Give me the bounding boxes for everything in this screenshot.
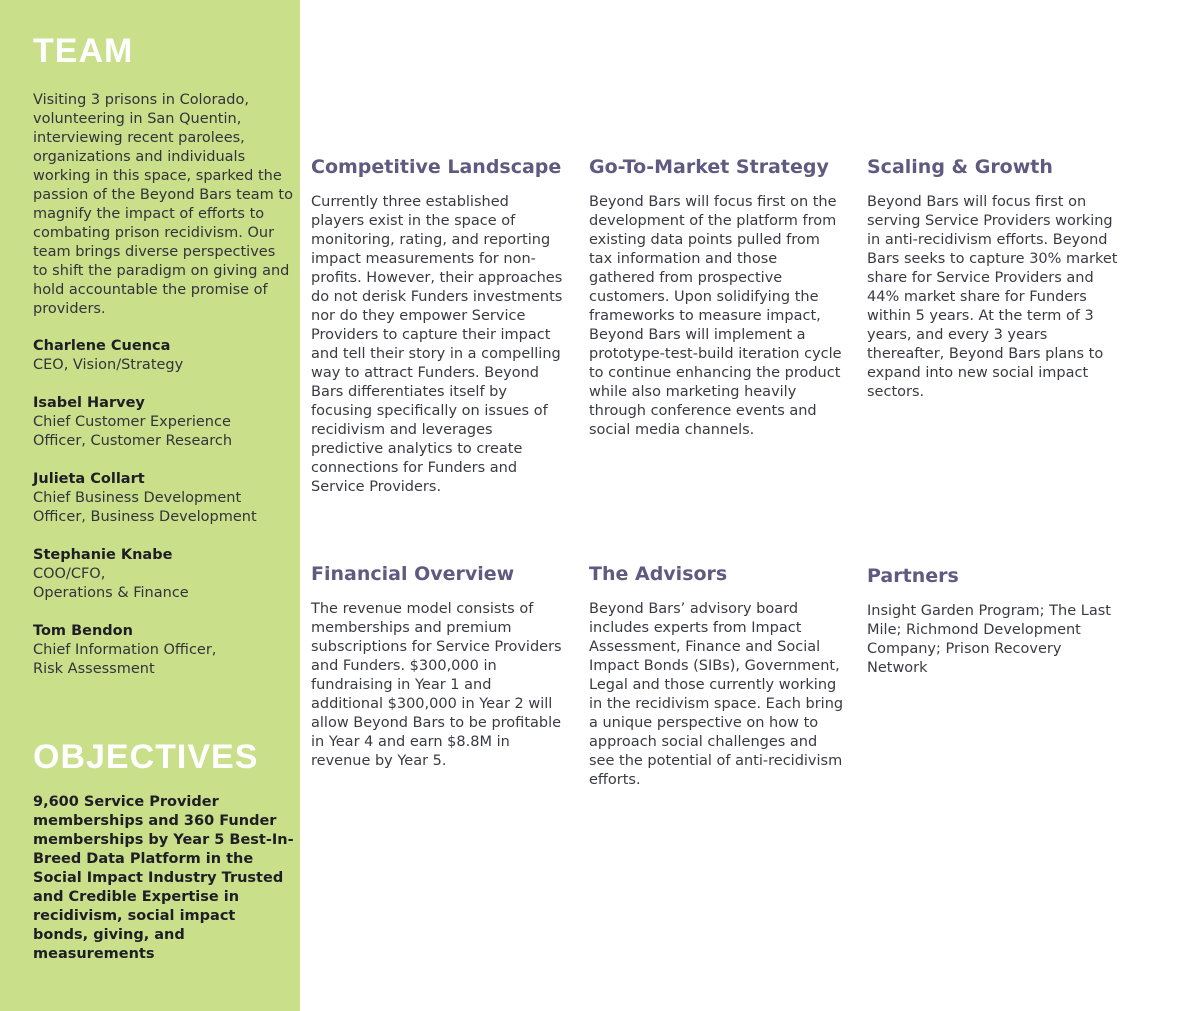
section-title: Go-To-Market Strategy xyxy=(589,156,829,178)
member-name: Isabel Harvey xyxy=(33,395,145,411)
team-member xyxy=(33,337,295,375)
section-body: Insight Garden Program; The Last Mile; Richmond Development Company; Prison Recovery Network xyxy=(867,603,1111,676)
team-intro: Visiting 3 prisons in Colorado, volunteering in San Quentin, interviewing recent parolees, organizations and individuals working in this space, sparked the passion of the Beyond Bars team to magnify the impact of efforts to combating prison recidivism. Our team brings diverse perspectives to shift the paradigm on giving and hold accountable the promise of providers. xyxy=(33,92,293,317)
section-title: Partners xyxy=(867,565,959,587)
team-heading: TEAM xyxy=(33,32,134,70)
section-financial-overview xyxy=(311,562,566,771)
section-title: The Advisors xyxy=(589,563,728,585)
objectives-heading: OBJECTIVES xyxy=(33,738,259,776)
member-role: Chief Business Development Officer, Business Development xyxy=(33,490,257,525)
team-member xyxy=(33,394,295,451)
section-title: Competitive Landscape xyxy=(311,156,562,178)
member-role: CEO, Vision/Strategy xyxy=(33,357,184,373)
team-member xyxy=(33,546,295,603)
objectives-text: 9,600 Service Provider memberships and 360 Funder memberships by Year 5 Best-In-Breed Data Platform in the Social Impact Industry Trusted and Credible Expertise in recidivism, social impact bonds, giving, and measurements xyxy=(33,794,294,962)
section-title: Scaling & Growth xyxy=(867,156,1053,178)
member-role: Chief Information Officer, Risk Assessment xyxy=(33,642,217,677)
member-role: COO/CFO, Operations & Finance xyxy=(33,566,189,601)
section-body: Beyond Bars will focus first on serving Service Providers working in anti-recidivism efforts. Beyond Bars seeks to capture 30% market share for Service Providers and 44% market share for Funders within 5 years. At the term of 3 years, and every 3 years thereafter, Beyond Bars plans to expand into new social impact sectors. xyxy=(867,194,1118,400)
member-name: Julieta Collart xyxy=(33,471,145,487)
section-competitive-landscape xyxy=(311,155,566,497)
section-title: Financial Overview xyxy=(311,563,515,585)
team-sidebar xyxy=(0,0,300,1011)
section-body: Currently three established players exist in the space of monitoring, rating, and reporting impact measurements for non-profits. However, their approaches do not derisk Funders investments nor do they empower Service Providers to capture their impact and tell their story in a compelling way to attract Funders. Beyond Bars differentiates itself by focusing specifically on issues of recidivism and leverages predictive analytics to create connections for Funders and Service Providers. xyxy=(311,194,563,495)
team-members xyxy=(33,337,295,698)
team-member xyxy=(33,622,295,679)
section-partners xyxy=(867,564,1122,678)
member-name: Tom Bendon xyxy=(33,623,133,639)
section-scaling-growth xyxy=(867,155,1122,402)
section-body: Beyond Bars’ advisory board includes experts from Impact Assessment, Finance and Social Impact Bonds (SIBs), Government, Legal and those currently working in the recidivism space. Each bring a unique perspective on how to approach social challenges and see the potential of anti-recidivism efforts. xyxy=(589,601,844,788)
team-member xyxy=(33,470,295,527)
section-body: Beyond Bars will focus first on the development of the platform from existing data points pulled from tax information and those gathered from prospective customers. Upon solidifying the frameworks to measure impact, Beyond Bars will implement a prototype-test-build iteration cycle to continue enhancing the product while also marketing heavily through conference events and social media channels. xyxy=(589,194,842,438)
section-go-to-market xyxy=(589,155,844,440)
section-advisors xyxy=(589,562,844,790)
member-role: Chief Customer Experience Officer, Customer Research xyxy=(33,414,233,449)
member-name: Charlene Cuenca xyxy=(33,338,171,354)
section-body: The revenue model consists of memberships and premium subscriptions for Service Providers and Funders. $300,000 in fundraising in Year 1 and additional $300,000 in Year 2 will allow Beyond Bars to be profitable in Year 4 and earn $8.8M in revenue by Year 5. xyxy=(311,601,562,769)
member-name: Stephanie Knabe xyxy=(33,547,173,563)
